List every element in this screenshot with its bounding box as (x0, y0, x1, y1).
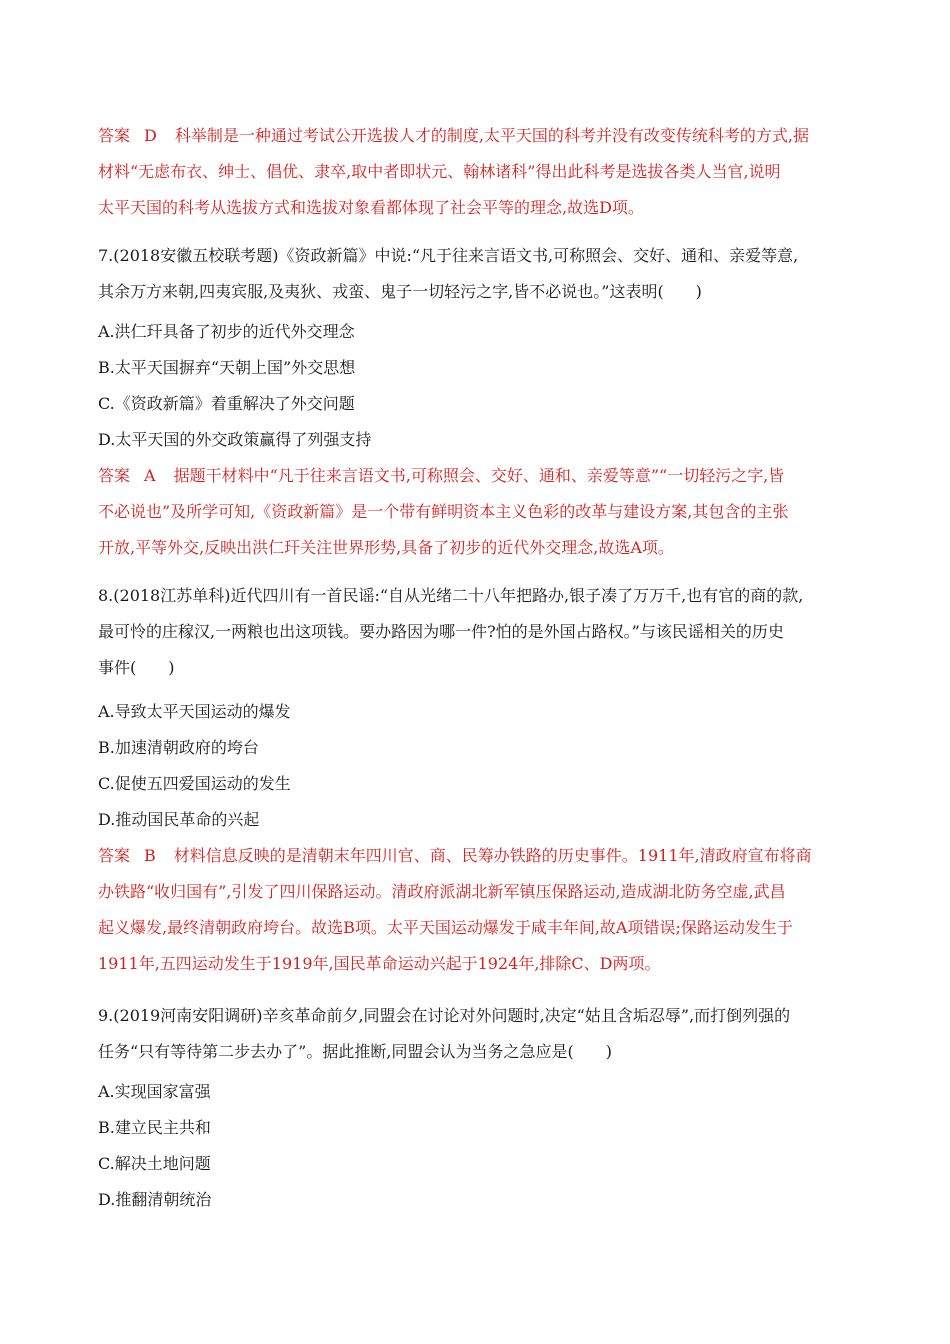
question-7-line-2: 其余万方来朝,四夷宾服,及夷狄、戎蛮、鬼子一切轻污之字,皆不必说也。”这表明( ) (98, 282, 702, 301)
answer-7 (98, 458, 858, 566)
answer-8-line-3: 起义爆发,最终清朝政府垮台。故选B项。太平天国运动爆发于咸丰年间,故A项错误;保路运动发生于 (98, 918, 793, 937)
answer-label: 答案 (98, 846, 131, 865)
option-b: B.加速清朝政府的垮台 (98, 738, 259, 757)
question-8-options (98, 694, 858, 838)
answer-letter: D (144, 126, 157, 145)
answer-8-line-1 (98, 838, 858, 874)
option-c: C.《资政新篇》着重解决了外交问题 (98, 394, 355, 413)
question-8-line-3: 事件( ) (98, 658, 175, 677)
answer-6-line-1 (98, 118, 858, 154)
question-9 (98, 998, 858, 1070)
answer-7-line-2: 不必说也”及所学可知,《资政新篇》是一个带有鲜明资本主义色彩的改革与建设方案,其包含的主张 (98, 502, 789, 521)
answer-label: 答案 (98, 466, 131, 485)
answer-text: 材料信息反映的是清朝末年四川官、商、民筹办铁路的历史事件。1911年,清政府宣布将商 (173, 846, 812, 865)
answer-6 (98, 118, 858, 226)
answer-7-line-1 (98, 458, 858, 494)
option-d: D.太平天国的外交政策赢得了列强支持 (98, 430, 372, 449)
question-8-line-1: 8.(2018江苏单科)近代四川有一首民谣:“自从光绪二十八年把路办,银子凑了万万千,也有官的商的款, (98, 586, 804, 605)
answer-8-line-4: 1911年,五四运动发生于1919年,国民革命运动兴起于1924年,排除C、D两项。 (98, 954, 661, 973)
answer-6-line-3: 太平天国的科考从选拔方式和选拔对象看都体现了社会平等的理念,故选D项。 (98, 198, 644, 217)
answer-text: 科举制是一种通过考试公开选拔人才的制度,太平天国的科考并没有改变传统科考的方式,据 (174, 126, 810, 145)
answer-6-line-2: 材料“无虑布衣、绅士、倡优、隶卒,取中者即状元、翰林诸科”得出此科考是选拔各类人当官,说明 (98, 162, 781, 181)
question-9-line-1: 9.(2019河南安阳调研)辛亥革命前夕,同盟会在讨论对外问题时,决定“姑且含垢忍辱”,而打倒列强的 (98, 1006, 791, 1025)
question-9-options (98, 1074, 858, 1218)
question-8 (98, 578, 858, 686)
answer-letter: B (144, 846, 156, 865)
answer-7-line-3: 开放,平等外交,反映出洪仁玕关注世界形势,具备了初步的近代外交理念,故选A项。 (98, 538, 674, 557)
option-c: C.解决土地问题 (98, 1154, 211, 1173)
option-a: A.实现国家富强 (98, 1082, 211, 1101)
question-7-options (98, 314, 858, 458)
answer-letter: A (144, 466, 156, 485)
option-a: A.洪仁玕具备了初步的近代外交理念 (98, 322, 355, 341)
option-b: B.建立民主共和 (98, 1118, 211, 1137)
option-c: C.促使五四爱国运动的发生 (98, 774, 291, 793)
answer-8-line-2: 办铁路“收归国有”,引发了四川保路运动。清政府派湖北新军镇压保路运动,造成湖北防务空虚,武昌 (98, 882, 786, 901)
question-7 (98, 238, 858, 310)
question-7-line-1: 7.(2018安徽五校联考题)《资政新篇》中说:“凡于往来言语文书,可称照会、交好、通和、亲爱等意, (98, 246, 799, 265)
answer-label: 答案 (98, 126, 131, 145)
option-a: A.导致太平天国运动的爆发 (98, 702, 291, 721)
option-b: B.太平天国摒弃“天朝上国”外交思想 (98, 358, 356, 377)
question-9-line-2: 任务“只有等待第二步去办了”。据此推断,同盟会认为当务之急应是( ) (98, 1042, 612, 1061)
answer-text: 据题干材料中“凡于往来言语文书,可称照会、交好、通和、亲爱等意”“一切轻污之字,皆 (173, 466, 785, 485)
option-d: D.推翻清朝统治 (98, 1190, 212, 1209)
question-8-line-2: 最可怜的庄稼汉,一两粮也出这项钱。要办路因为哪一件?怕的是外国占路权。”与该民谣相关的历史 (98, 622, 784, 641)
option-d: D.推动国民革命的兴起 (98, 810, 260, 829)
answer-8 (98, 838, 858, 982)
